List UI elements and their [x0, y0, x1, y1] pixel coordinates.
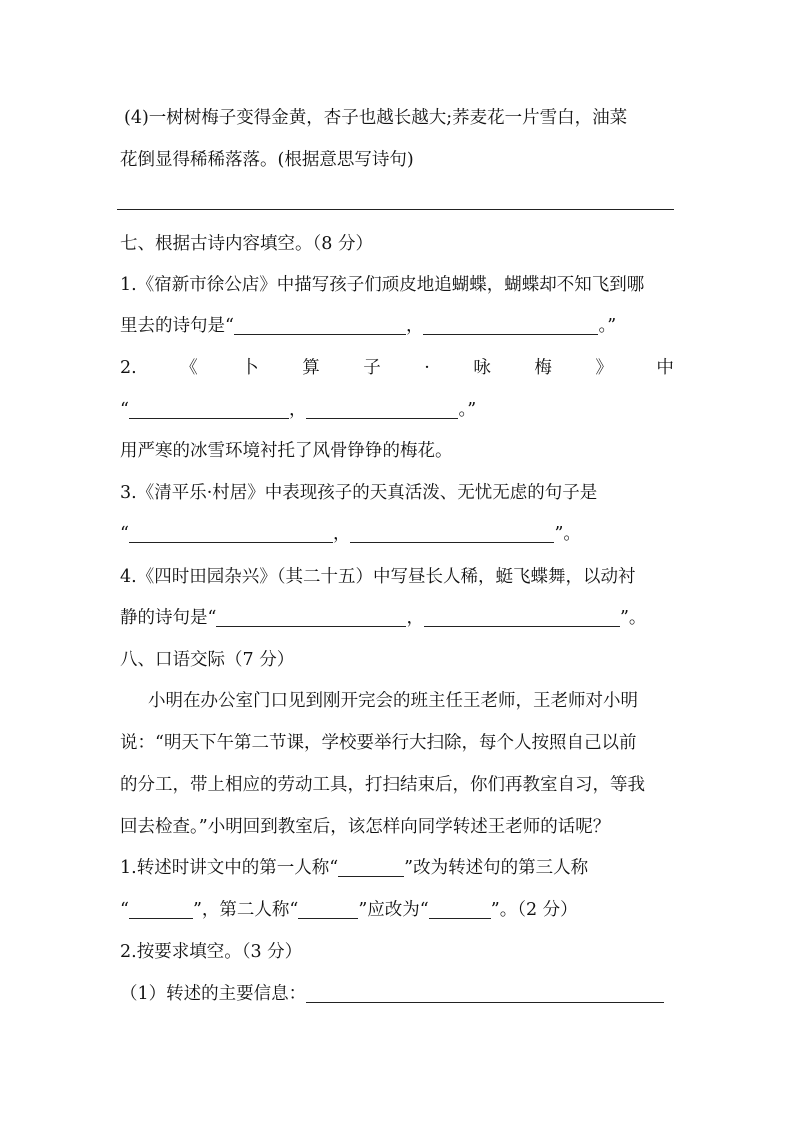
q1-blank-third-person[interactable]	[129, 900, 193, 919]
item-2-end: 。”	[458, 400, 477, 420]
q1-text-e: ”应改为“	[358, 900, 429, 920]
section-7-heading: 七、根据古诗内容填空。（8 分）	[120, 234, 373, 254]
q1-blank-replacement[interactable]	[429, 900, 491, 919]
item-1-blank-1[interactable]	[234, 316, 406, 335]
item-2-blank-2[interactable]	[306, 400, 458, 419]
item-2-comma: ，	[288, 400, 307, 420]
q4-answer-line[interactable]	[117, 209, 674, 210]
item-1-line-1: 1.《宿新市徐公店》中描写孩子们顽皮地追蝴蝶，蝴蝶却不知飞到哪	[120, 275, 645, 295]
item-2-part: 咏	[473, 358, 491, 378]
item-3-line-1: 3.《清平乐·村居》中表现孩子的天真活泼、无忧无虑的句子是	[120, 483, 598, 503]
item-2-part: 卜	[241, 358, 259, 378]
q1-blank-first-person[interactable]	[338, 858, 404, 877]
item-1-end: 。”	[598, 316, 617, 336]
q4-line-1: (4)一树树梅子变得金黄，杏子也越长越大;荞麦花一片雪白，油菜	[124, 108, 628, 128]
q1-line-1	[120, 856, 680, 880]
item-2-part: 2.	[120, 358, 137, 378]
item-1-line-2	[120, 314, 680, 338]
item-1-prefix: 里去的诗句是“	[120, 316, 234, 336]
q2-1-blank[interactable]	[306, 984, 664, 1003]
q2-1-line	[120, 982, 680, 1006]
item-2-part: 梅	[534, 358, 552, 378]
item-2-part: ·	[424, 358, 430, 378]
item-4-prefix: 静的诗句是“	[120, 608, 217, 628]
q1-line-2	[120, 898, 680, 922]
item-4-blank-1[interactable]	[216, 608, 406, 627]
item-2-part: 》	[595, 358, 613, 378]
item-1-blank-2[interactable]	[423, 316, 598, 335]
item-4-comma: ，	[406, 608, 424, 628]
q2-heading: 2.按要求填空。（3 分）	[120, 942, 303, 962]
q1-text-c: “	[120, 900, 129, 920]
item-3-open-quote: “	[120, 524, 129, 544]
item-3-end: ”。	[554, 524, 581, 544]
item-4-blank-2[interactable]	[424, 608, 620, 627]
q1-text-f: ”。（2 分）	[490, 900, 578, 920]
item-1-comma: ，	[405, 316, 424, 336]
item-2-part: 《	[180, 358, 198, 378]
q1-text-b: ”改为转述句的第三人称	[404, 858, 589, 878]
section-8-heading: 八、口语交际（7 分）	[120, 650, 295, 670]
q1-blank-second-person[interactable]	[298, 900, 358, 919]
q2-1-label: （1）转述的主要信息：	[120, 984, 307, 1004]
item-2-part: 子	[363, 358, 381, 378]
item-2-part: 中	[656, 358, 674, 378]
item-2-open-quote: “	[120, 400, 129, 420]
item-4-line-2	[120, 606, 680, 630]
item-3-comma: ，	[332, 524, 351, 544]
item-2-part: 算	[302, 358, 320, 378]
q1-text-a: 1.转述时讲文中的第一人称“	[120, 858, 339, 878]
item-2-blank-1[interactable]	[129, 400, 289, 419]
item-4-line-1: 4.《四时田园杂兴》（其二十五）中写昼长人稀，蜓飞蝶舞，以动衬	[120, 567, 636, 587]
q4-line-2: 花倒显得稀稀落落。(根据意思写诗句)	[120, 150, 414, 170]
passage-line-4: 回去检查。”小明回到教室后，该怎样向同学转述王老师的话呢？	[120, 817, 611, 837]
item-2-line-2	[120, 398, 680, 422]
passage-line-2: 说：“明天下午第二节课，学校要举行大扫除，每个人按照自己以前	[120, 733, 637, 753]
item-2-line-3: 用严寒的冰雪环境衬托了风骨铮铮的梅花。	[120, 441, 453, 461]
item-3-blank-2[interactable]	[350, 524, 554, 543]
passage-line-1: 小明在办公室门口见到刚开完会的班主任王老师，王老师对小明	[148, 691, 638, 711]
item-2-line-1	[120, 356, 674, 380]
passage-line-3: 的分工，带上相应的劳动工具，打扫结束后，你们再教室自习，等我	[120, 775, 645, 795]
item-3-line-2	[120, 522, 680, 546]
item-3-blank-1[interactable]	[129, 524, 333, 543]
item-4-end: ”。	[619, 608, 647, 628]
q1-text-d: ”，第二人称“	[192, 900, 299, 920]
